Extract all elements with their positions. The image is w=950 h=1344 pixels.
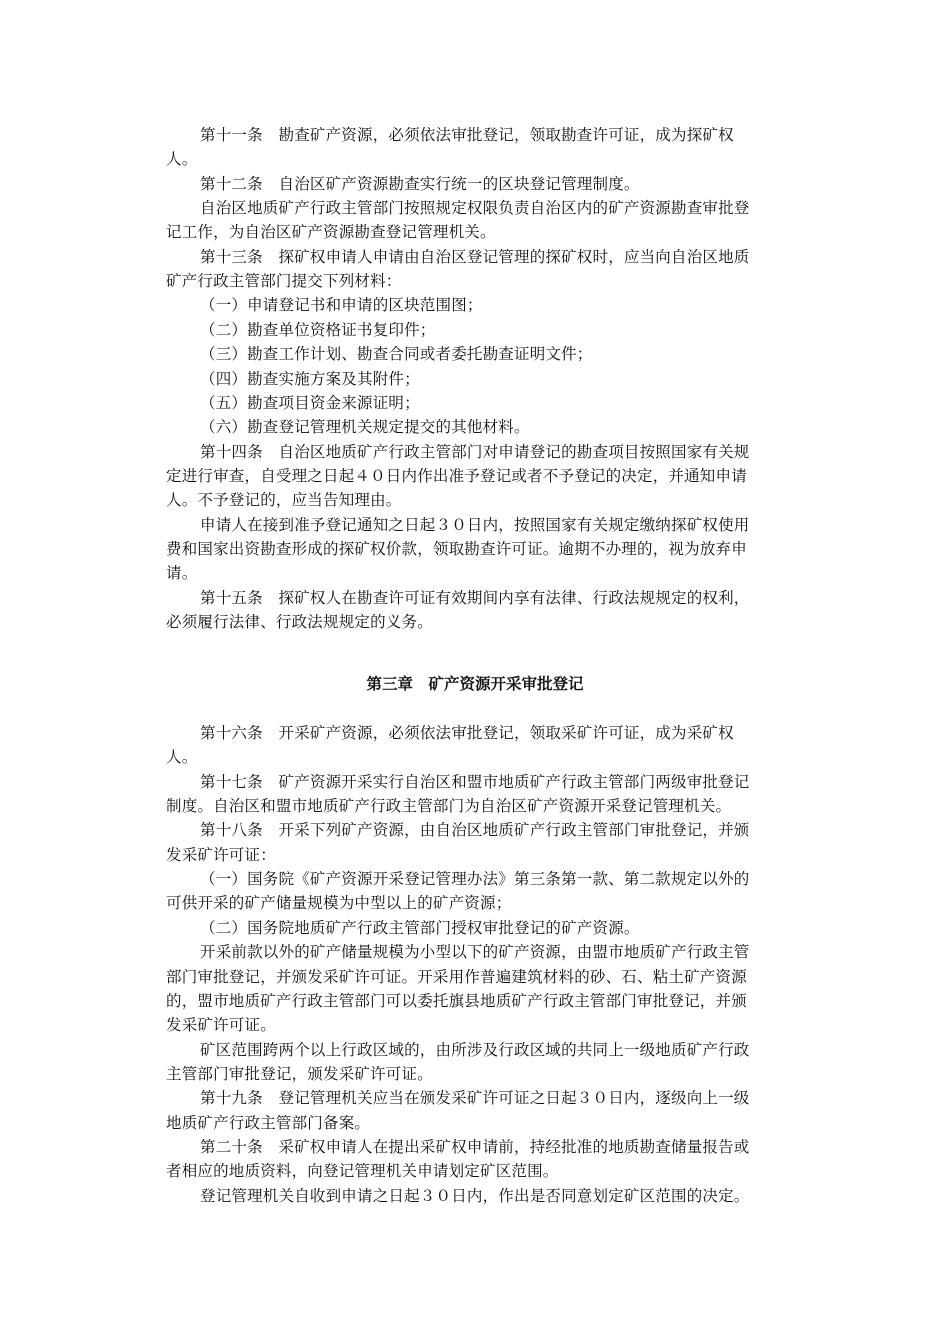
text-line: 矿产行政主管部门提交下列材料： bbox=[166, 272, 402, 291]
text-line: （一）国务院《矿产资源开采登记管理办法》第三条第一款、第二款规定以外的 bbox=[200, 870, 750, 889]
text-line: 自治区地质矿产行政主管部门按照规定权限负责自治区内的矿产资源勘查审批登 bbox=[200, 199, 750, 218]
text-line: 人。不予登记的，应当告知理由。 bbox=[166, 491, 402, 510]
text-line: （五）勘查项目资金来源证明； bbox=[200, 393, 420, 412]
text-line: 人。 bbox=[166, 150, 198, 169]
text-line: 费和国家出资勘查形成的探矿权价款，领取勘查许可证。逾期不办理的，视为放弃申 bbox=[166, 539, 747, 558]
text-line: （一）申请登记书和申请的区块范围图； bbox=[200, 296, 483, 315]
text-line: 请。 bbox=[166, 564, 198, 583]
text-line: 部门审批登记，并颁发采矿许可证。开采用作普遍建筑材料的砂、石、粘土矿产资源 bbox=[166, 967, 747, 986]
text-line: 第十八条 开采下列矿产资源，由自治区地质矿产行政主管部门审批登记，并颁 bbox=[200, 821, 750, 840]
text-line: 登记管理机关自收到申请之日起３０日内，作出是否同意划定矿区范围的决定。 bbox=[200, 1186, 750, 1205]
text-line: （四）勘查实施方案及其附件； bbox=[200, 369, 420, 388]
text-line: 矿区范围跨两个以上行政区域的，由所涉及行政区域的共同上一级地质矿产行政 bbox=[200, 1040, 750, 1059]
text-line: （六）勘查登记管理机关规定提交的其他材料。 bbox=[200, 418, 530, 437]
text-line: 必须履行法律、行政法规规定的义务。 bbox=[166, 613, 433, 631]
text-line: 发采矿许可证。 bbox=[166, 1016, 276, 1035]
text-line: 第十六条 开采矿产资源，必须依法审批登记，领取采矿许可证，成为采矿权 bbox=[200, 724, 734, 742]
text-line: 第十四条 自治区地质矿产行政主管部门对申请登记的勘查项目按照国家有关规 bbox=[200, 442, 750, 461]
text-line: 制度。自治区和盟市地质矿产行政主管部门为自治区矿产资源开采登记管理机关。 bbox=[166, 797, 732, 816]
text-line: 第十九条 登记管理机关应当在颁发采矿许可证之日起３０日内，逐级向上一级 bbox=[200, 1089, 750, 1108]
text-line: 发采矿许可证： bbox=[166, 845, 276, 864]
text-line: 第十五条 探矿权人在勘查许可证有效期间内享有法律、行政法规规定的权利， bbox=[200, 588, 750, 607]
text-line: 开采前款以外的矿产储量规模为小型以下的矿产资源，由盟市地质矿产行政主管 bbox=[200, 943, 750, 962]
text-line: 主管部门审批登记，颁发采矿许可证。 bbox=[166, 1064, 433, 1083]
text-line: 第十二条 自治区矿产资源勘查实行统一的区块登记管理制度。 bbox=[200, 174, 640, 193]
chapter-title: 第三章 矿产资源开采审批登记 bbox=[366, 675, 584, 693]
text-line: （二）国务院地质矿产行政主管部门授权审批登记的矿产资源。 bbox=[200, 918, 640, 937]
text-line: 定进行审查，自受理之日起４０日内作出准予登记或者不予登记的决定，并通知申请 bbox=[166, 466, 747, 485]
text-line: 记工作，为自治区矿产资源勘查登记管理机关。 bbox=[166, 223, 496, 242]
text-line: 地质矿产行政主管部门备案。 bbox=[166, 1113, 371, 1132]
text-line: 的，盟市地质矿产行政主管部门可以委托旗县地质矿产行政主管部门审批登记，并颁 bbox=[166, 991, 747, 1010]
text-line: 者相应的地质资料，向登记管理机关申请划定矿区范围。 bbox=[166, 1162, 559, 1181]
text-line: 第十三条 探矿权申请人申请由自治区登记管理的探矿权时，应当向自治区地质 bbox=[200, 247, 750, 266]
text-line: 第十一条 勘查矿产资源，必须依法审批登记，领取勘查许可证，成为探矿权 bbox=[200, 126, 734, 144]
text-line: （二）勘查单位资格证书复印件； bbox=[200, 320, 436, 339]
text-line: 第十七条 矿产资源开采实行自治区和盟市地质矿产行政主管部门两级审批登记 bbox=[200, 772, 750, 791]
text-line: 申请人在接到准予登记通知之日起３０日内，按照国家有关规定缴纳探矿权使用 bbox=[200, 515, 750, 534]
text-line: 可供开采的矿产储量规模为中型以上的矿产资源； bbox=[166, 894, 512, 913]
text-line: 第二十条 采矿权申请人在提出采矿权申请前，持经批准的地质勘查储量报告或 bbox=[200, 1137, 750, 1156]
text-line: 人。 bbox=[166, 748, 198, 767]
text-line: （三）勘查工作计划、勘查合同或者委托勘查证明文件； bbox=[200, 345, 593, 364]
